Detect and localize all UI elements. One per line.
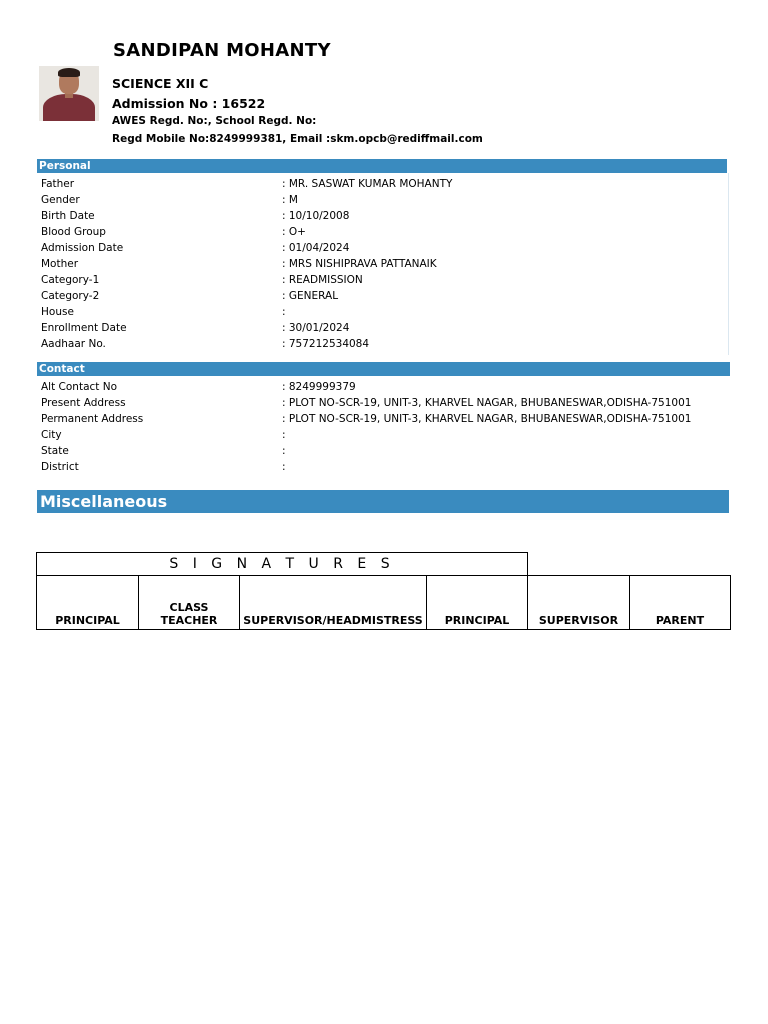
contact-row-value: : (282, 429, 286, 441)
contact-row-label: Present Address (41, 397, 126, 409)
personal-row-value: : O+ (282, 226, 306, 238)
student-class: SCIENCE XII C (112, 76, 209, 91)
registration-numbers: AWES Regd. No:, School Regd. No: (112, 115, 317, 127)
personal-row-value: : 30/01/2024 (282, 322, 350, 334)
student-photo (39, 66, 99, 121)
personal-row-value: : READMISSION (282, 274, 363, 286)
admission-number: Admission No : 16522 (112, 96, 266, 111)
signatures-title: S I G N A T U R E S (37, 553, 528, 576)
contact-section-header: Contact (37, 362, 730, 376)
personal-row-label: Category-2 (41, 290, 100, 302)
signature-principal-2: PRINCIPAL (427, 576, 528, 630)
personal-row-label: House (41, 306, 74, 318)
personal-row-value: : 757212534084 (282, 338, 370, 350)
signature-supervisor-headmistress: SUPERVISOR/HEADMISTRESS (240, 576, 427, 630)
personal-row-label: Category-1 (41, 274, 100, 286)
contact-row-value: : (282, 461, 286, 473)
personal-row-label: Birth Date (41, 210, 95, 222)
signature-supervisor: SUPERVISOR (528, 576, 630, 630)
personal-row-value: : GENERAL (282, 290, 339, 302)
personal-row-value: : (282, 306, 286, 318)
signature-class-teacher: CLASS TEACHER (139, 576, 240, 630)
personal-row-label: Enrollment Date (41, 322, 127, 334)
contact-row-label: City (41, 429, 62, 441)
contact-row-label: Permanent Address (41, 413, 144, 425)
personal-section-header: Personal (37, 159, 727, 173)
personal-row-label: Admission Date (41, 242, 124, 254)
student-name: SANDIPAN MOHANTY (113, 40, 331, 61)
contact-row-label: District (41, 461, 79, 473)
contact-row-value: : PLOT NO-SCR-19, UNIT-3, KHARVEL NAGAR, BHUBANESWAR,ODISHA-751001 (282, 413, 692, 425)
personal-row-label: Father (41, 178, 75, 190)
personal-row-label: Gender (41, 194, 80, 206)
personal-row-label: Blood Group (41, 226, 106, 238)
signature-parent: PARENT (630, 576, 731, 630)
mobile-email: Regd Mobile No:8249999381, Email :skm.opcb@rediffmail.com (112, 133, 483, 145)
contact-row-value: : 8249999379 (282, 381, 356, 393)
contact-row-value: : (282, 445, 286, 457)
miscellaneous-section-header: Miscellaneous (37, 490, 729, 513)
signature-principal: PRINCIPAL (37, 576, 139, 630)
personal-row-value: : 01/04/2024 (282, 242, 350, 254)
contact-row-label: Alt Contact No (41, 381, 118, 393)
personal-row-label: Mother (41, 258, 79, 270)
personal-row-label: Aadhaar No. (41, 338, 106, 350)
personal-row-value: : 10/10/2008 (282, 210, 350, 222)
signatures-table (36, 552, 731, 630)
personal-row-value: : M (282, 194, 298, 206)
personal-row-value: : MRS NISHIPRAVA PATTANAIK (282, 258, 437, 270)
contact-row-value: : PLOT NO-SCR-19, UNIT-3, KHARVEL NAGAR, BHUBANESWAR,ODISHA-751001 (282, 397, 692, 409)
personal-row-value: : MR. SASWAT KUMAR MOHANTY (282, 178, 453, 190)
contact-row-label: State (41, 445, 69, 457)
